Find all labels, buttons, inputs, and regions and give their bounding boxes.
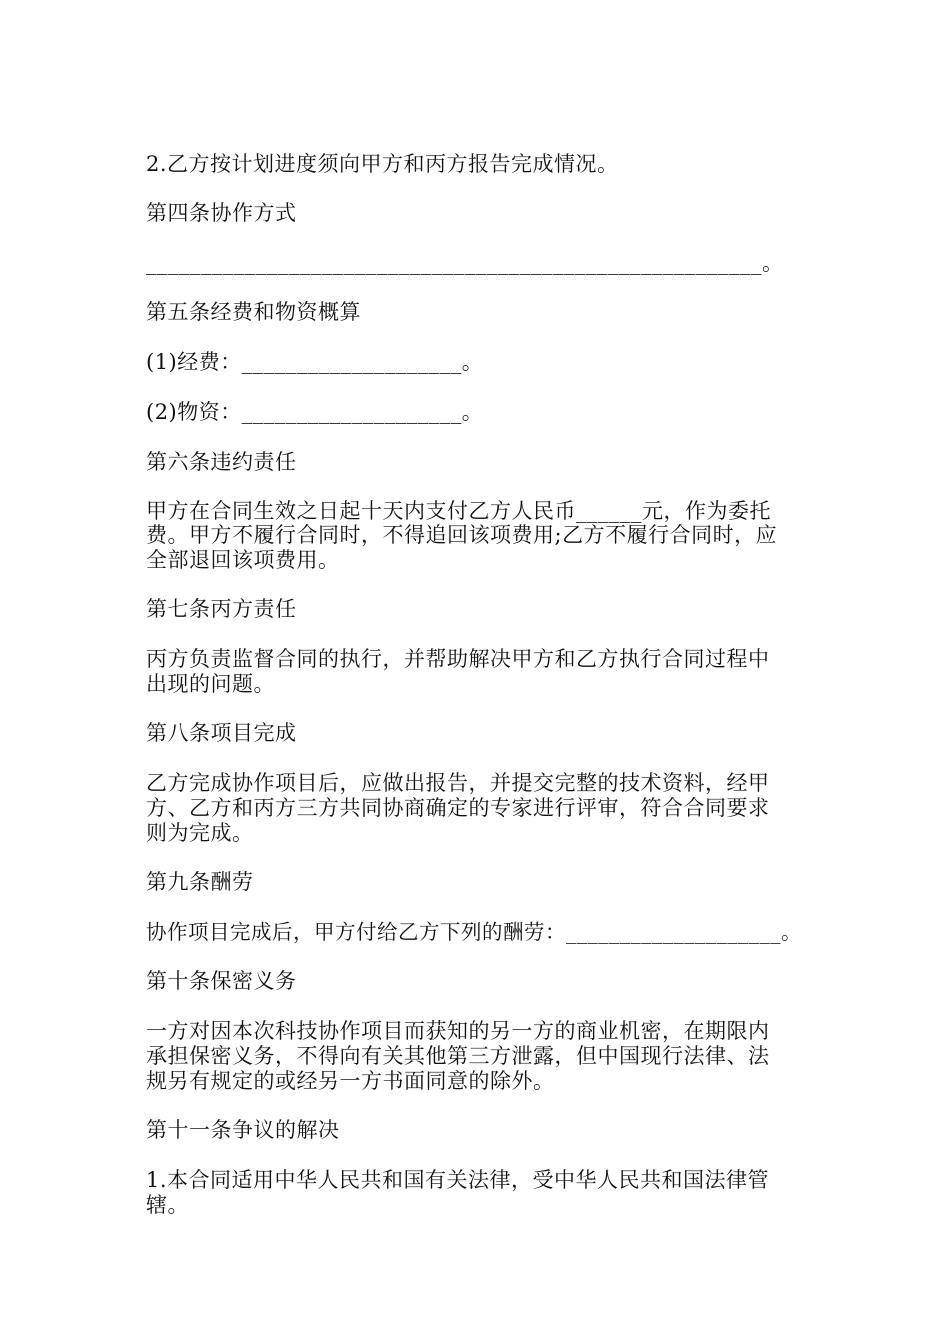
clause-10-heading: 第十条保密义务 [146,969,297,993]
clause-11-heading: 第十一条争议的解决 [146,1118,340,1142]
clause-11-item-1-line-2: 辖。 [146,1193,189,1217]
clause-10-paragraph-line-3: 规另有规定的或经另一方书面同意的除外。 [146,1069,555,1093]
clause-4-blank-line: ________________________________________________________。 [146,251,784,275]
clause-10-paragraph-line-2: 承担保密义务，不得向有关其他第三方泄露，但中国现行法律、法 [146,1044,770,1068]
clause-7-paragraph-line-2: 出现的问题。 [146,672,275,696]
clause-9-heading: 第九条酬劳 [146,870,254,894]
clause-7-heading: 第七条丙方责任 [146,597,297,621]
clause-6-paragraph-line-2: 费。甲方不履行合同时，不得追回该项费用;乙方不履行合同时，应 [146,523,778,547]
clause-10-paragraph-line-1: 一方对因本次科技协作项目而获知的另一方的商业机密，在期限内 [146,1019,770,1043]
clause-8-heading: 第八条项目完成 [146,721,297,745]
clause-8-paragraph-line-3: 则为完成。 [146,821,254,845]
clause-7-paragraph-line-1: 丙方负责监督合同的执行，并帮助解决甲方和乙方执行合同过程中 [146,647,770,671]
clause-5-item-materials: (2)物资：____________________。 [146,400,484,424]
clause-9-paragraph: 协作项目完成后，甲方付给乙方下列的酬劳：____________________。 [146,920,802,944]
clause-3-item-2: 2.乙方按计划进度须向甲方和丙方报告完成情况。 [146,152,619,176]
clause-11-item-1-line-1: 1.本合同适用中华人民共和国有关法律，受中华人民共和国法律管 [146,1168,770,1192]
clause-5-item-funds: (1)经费：____________________。 [146,350,484,374]
clause-6-heading: 第六条违约责任 [146,450,297,474]
clause-4-heading: 第四条协作方式 [146,201,297,225]
clause-8-paragraph-line-2: 方、乙方和丙方三方共同协商确定的专家进行评审，符合合同要求 [146,796,770,820]
clause-6-paragraph-line-3: 全部退回该项费用。 [146,548,340,572]
clause-8-paragraph-line-1: 乙方完成协作项目后，应做出报告，并提交完整的技术资料，经甲 [146,771,770,795]
clause-6-paragraph-line-1: 甲方在合同生效之日起十天内支付乙方人民币______元，作为委托 [146,499,771,523]
clause-5-heading: 第五条经费和物资概算 [146,300,361,324]
